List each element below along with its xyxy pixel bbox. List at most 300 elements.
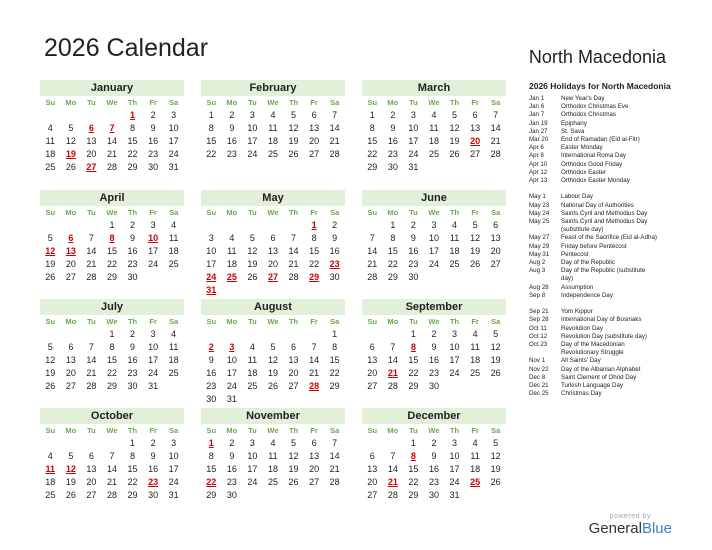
weekday-label: Tu [248,317,257,326]
day-cell: 22 [206,149,217,159]
weekday-label: Sa [491,426,501,435]
day-cell: 5 [472,220,478,230]
holiday-row [529,144,709,152]
day-cell: 17 [408,136,419,146]
month-march [362,80,506,174]
holiday-row [529,325,709,333]
holiday-day: 13 [65,246,76,256]
empty-cell [222,219,243,232]
holiday-date: Aug 3 [529,267,546,275]
day-cell: 18 [267,136,278,146]
empty-cell [102,109,123,122]
day-cell: 25 [247,381,258,391]
month-may [201,190,345,297]
day-cell: 9 [332,233,338,243]
holiday-row [529,275,709,283]
day-cell: 24 [449,368,460,378]
day-cell: 26 [65,162,76,172]
day-cell: 9 [431,451,437,461]
day-cell: 30 [206,394,217,404]
weekday-label: Tu [248,426,257,435]
day-cell: 10 [408,123,419,133]
month-october [40,408,184,502]
day-cell: 16 [428,355,439,365]
holiday-row [529,128,709,136]
day-cell: 29 [127,490,138,500]
holiday-date: Apr 8 [529,152,544,160]
empty-cell [61,437,82,450]
day-cell: 25 [45,162,56,172]
day-cell: 21 [86,368,97,378]
day-cell: 28 [387,381,398,391]
day-cell: 15 [127,464,138,474]
day-cell: 30 [148,490,159,500]
day-cell: 29 [106,272,117,282]
holiday-day: 25 [226,272,237,282]
day-cell: 19 [267,368,278,378]
day-cell: 12 [247,246,258,256]
day-cell: 4 [472,438,478,448]
day-cell: 26 [45,272,56,282]
holiday-day: 1 [130,110,136,120]
day-cell: 13 [367,355,378,365]
day-cell: 31 [408,162,419,172]
day-cell: 21 [106,477,117,487]
holiday-list-title: 2026 Holidays for North Macedonia [529,81,671,91]
weekday-label: Fr [149,208,157,217]
day-cell: 20 [309,136,320,146]
day-cell: 19 [288,464,299,474]
weekday-label: Su [45,426,56,435]
day-cell: 21 [309,368,320,378]
holiday-row [529,202,709,210]
day-cell: 4 [171,220,177,230]
holiday-day: 31 [206,285,217,295]
day-cell: 14 [387,464,398,474]
day-cell: 26 [490,477,501,487]
day-cell: 7 [332,110,338,120]
day-cell: 11 [470,451,480,461]
day-cell: 12 [470,233,481,243]
day-cell: 30 [127,381,138,391]
day-cell: 30 [329,272,340,282]
day-cell: 14 [288,246,299,256]
holiday-name: Turkish Language Day [561,382,624,390]
day-cell: 1 [109,329,115,339]
holiday-day: 27 [267,272,278,282]
day-cell: 1 [390,220,396,230]
weekday-label: Tu [248,98,257,107]
day-cell: 9 [150,451,156,461]
weekday-label: Th [127,98,138,107]
day-cell: 2 [410,220,416,230]
weekday-label: Su [206,208,217,217]
holiday-date: Nov 22 [529,365,549,373]
day-cell: 5 [47,342,53,352]
day-cell: 23 [226,149,237,159]
holiday-date: Aug 28 [529,283,549,291]
day-cell: 11 [429,123,439,133]
day-cell: 12 [288,123,299,133]
weekday-label: Tu [409,208,418,217]
day-cell: 16 [226,464,237,474]
holiday-name: Orthodox Christmas [561,111,617,119]
day-cell: 12 [267,355,278,365]
day-cell: 29 [367,162,378,172]
day-cell: 20 [267,259,278,269]
month-name: April [40,190,184,206]
month-name: February [201,80,345,96]
day-cell: 21 [329,464,340,474]
day-cell: 13 [490,233,501,243]
month-february [201,80,345,161]
weekday-label: Sa [330,426,340,435]
holiday-row [529,210,709,218]
holiday-date: Apr 13 [529,177,548,185]
day-cell: 2 [150,110,156,120]
weekday-label: Fr [310,98,318,107]
day-cell: 7 [291,233,297,243]
day-cell: 1 [332,329,338,339]
powered-by-text: powered by [609,513,651,520]
day-cell: 28 [490,149,501,159]
weekday-label: Mo [387,317,399,326]
day-cell: 28 [106,490,117,500]
month-august [201,299,345,406]
holiday-name: Day of the Albanian Alphabet [561,365,641,373]
holiday-row [529,218,709,226]
day-cell: 15 [206,136,217,146]
day-cell: 11 [268,451,278,461]
day-cell: 14 [309,355,320,365]
day-cell: 12 [490,342,501,352]
day-cell: 18 [428,136,439,146]
day-cell: 1 [130,438,136,448]
holiday-name: End of Ramadan (Eid al-Fitr) [561,136,640,144]
day-cell: 17 [148,246,159,256]
day-cell: 26 [45,381,56,391]
holiday-date: Sep 28 [529,316,549,324]
day-cell: 13 [288,355,299,365]
day-cell: 3 [150,220,156,230]
day-cell: 5 [291,110,297,120]
day-cell: 23 [127,259,138,269]
weekday-label: Su [206,317,217,326]
day-cell: 30 [408,272,419,282]
day-cell: 6 [270,233,276,243]
holiday-row [529,169,709,177]
day-cell: 23 [127,368,138,378]
day-cell: 6 [472,110,478,120]
day-cell: 22 [329,368,340,378]
day-cell: 19 [490,355,501,365]
day-cell: 15 [106,355,117,365]
holiday-date [529,275,561,283]
month-name: March [362,80,506,96]
day-cell: 4 [47,123,53,133]
holiday-row [529,357,709,365]
holiday-name: Day of the Republic [561,259,615,267]
day-cell: 2 [390,110,396,120]
day-cell: 23 [226,477,237,487]
holiday-date: Nov 1 [529,357,546,365]
day-cell: 26 [288,149,299,159]
holiday-name: Orthodox Easter Monday [561,177,630,185]
day-cell: 8 [130,451,136,461]
weekday-label: Tu [409,98,418,107]
holiday-date: May 27 [529,234,550,242]
empty-cell [40,328,61,341]
day-cell: 4 [452,220,458,230]
holiday-day: 10 [148,233,159,243]
holiday-date: Jan 19 [529,119,548,127]
month-name: October [40,408,184,424]
day-cell: 24 [408,149,419,159]
holiday-date: Jan 27 [529,127,548,135]
day-cell: 27 [65,272,76,282]
holiday-name: Saints Cyril and Methodius Day [561,209,648,217]
day-cell: 24 [148,368,159,378]
holiday-name: Day of the Republic (substitute [561,267,646,275]
weekday-label: Mo [387,426,399,435]
day-cell: 16 [329,246,340,256]
day-cell: 17 [148,355,159,365]
day-cell: 27 [309,477,320,487]
holiday-day: 8 [410,342,416,352]
weekday-label: Tu [87,208,96,217]
holiday-name: National Day of Authorities [561,201,634,209]
weekday-label: Mo [387,98,399,107]
day-cell: 3 [431,220,437,230]
holiday-name: Independence Day [561,291,613,299]
day-cell: 4 [431,110,437,120]
day-cell: 19 [45,259,56,269]
day-cell: 8 [208,123,214,133]
day-cell: 29 [206,490,217,500]
weekday-label: Th [288,98,299,107]
day-cell: 29 [408,490,419,500]
day-cell: 22 [387,259,398,269]
holiday-row [529,111,709,119]
day-cell: 10 [168,451,179,461]
holiday-date: Jan 6 [529,103,545,111]
holiday-date: Dec 25 [529,390,549,398]
holiday-day: 7 [109,123,115,133]
day-cell: 20 [65,259,76,269]
holiday-day: 24 [206,272,217,282]
day-cell: 12 [490,451,501,461]
weekday-label: Th [127,317,138,326]
month-name: December [362,408,506,424]
holiday-row [529,193,709,201]
day-cell: 8 [369,123,375,133]
day-cell: 25 [45,490,56,500]
month-january [40,80,184,174]
empty-cell [61,219,82,232]
holiday-row [529,251,709,259]
holiday-date: Aug 2 [529,259,546,267]
day-cell: 17 [449,464,460,474]
day-cell: 12 [288,451,299,461]
day-cell: 19 [470,246,481,256]
weekday-label: We [106,98,118,107]
weekday-label: Mo [226,208,238,217]
holiday-row [529,120,709,128]
day-cell: 30 [387,162,398,172]
holiday-date: Sep 8 [529,291,546,299]
holiday-day: 12 [65,464,76,474]
day-cell: 23 [206,381,217,391]
day-cell: 10 [247,451,258,461]
day-cell: 21 [329,136,340,146]
day-cell: 16 [148,464,159,474]
day-cell: 21 [367,259,378,269]
empty-cell [283,328,304,341]
day-cell: 28 [86,272,97,282]
holiday-row [529,316,709,324]
weekday-label: Sa [330,98,340,107]
day-cell: 7 [109,451,115,461]
day-cell: 2 [332,220,338,230]
weekday-label: Sa [330,208,340,217]
day-cell: 20 [367,477,378,487]
day-cell: 6 [369,342,375,352]
weekday-label: Tu [87,317,96,326]
holiday-day: 27 [86,162,97,172]
holiday-gap [529,185,709,193]
day-cell: 21 [490,136,501,146]
weekday-label: Su [206,98,217,107]
holiday-date: Dec 21 [529,382,549,390]
day-cell: 18 [470,355,481,365]
day-cell: 12 [449,123,460,133]
day-cell: 5 [68,451,74,461]
day-cell: 20 [86,477,97,487]
holiday-date: May 25 [529,218,550,226]
holiday-day: 2 [208,342,214,352]
holiday-date: Apr 10 [529,160,548,168]
holiday-row [529,152,709,160]
day-cell: 22 [408,368,419,378]
day-cell: 19 [45,368,56,378]
day-cell: 22 [127,149,138,159]
day-cell: 7 [390,342,396,352]
weekday-label: Sa [169,426,179,435]
weekday-label: Su [367,426,378,435]
day-cell: 5 [68,123,74,133]
holiday-name: St. Sava [561,127,585,135]
holiday-date [529,226,561,234]
day-cell: 14 [329,123,340,133]
empty-cell [304,328,325,341]
day-cell: 11 [470,342,480,352]
holiday-day: 6 [88,123,94,133]
day-cell: 13 [309,123,320,133]
day-cell: 22 [106,259,117,269]
day-cell: 13 [86,136,97,146]
day-cell: 28 [288,272,299,282]
day-cell: 19 [65,477,76,487]
day-cell: 14 [490,123,501,133]
day-cell: 19 [490,464,501,474]
day-cell: 23 [408,259,419,269]
day-cell: 15 [329,355,340,365]
holiday-name: Orthodox Christmas Eve [561,103,629,111]
day-cell: 28 [387,490,398,500]
weekday-label: Fr [310,317,318,326]
weekday-label: Fr [471,208,479,217]
day-cell: 24 [449,477,460,487]
day-cell: 12 [45,355,56,365]
day-cell: 1 [208,110,214,120]
day-cell: 18 [226,259,237,269]
weekday-label: Su [45,98,56,107]
day-cell: 29 [408,381,419,391]
month-november [201,408,345,502]
day-cell: 9 [229,123,235,133]
day-cell: 17 [226,368,237,378]
holiday-row [529,267,709,275]
day-cell: 7 [369,233,375,243]
day-cell: 20 [490,246,501,256]
holiday-row [529,161,709,169]
day-cell: 20 [65,368,76,378]
holiday-row [529,333,709,341]
day-cell: 11 [168,233,179,243]
holiday-name: Pentecost [561,250,589,258]
holiday-row [529,226,709,234]
weekday-label: Fr [471,98,479,107]
day-cell: 26 [267,381,278,391]
day-cell: 4 [229,233,235,243]
page-title: 2026 Calendar [44,34,209,62]
day-cell: 15 [309,246,320,256]
day-cell: 20 [86,149,97,159]
day-cell: 31 [449,490,460,500]
day-cell: 3 [171,438,177,448]
month-september [362,299,506,393]
holiday-row [529,103,709,111]
day-cell: 16 [148,136,159,146]
weekday-label: We [428,426,440,435]
holiday-day: 29 [309,272,320,282]
day-cell: 2 [431,438,437,448]
weekday-label: Su [367,98,378,107]
day-cell: 19 [449,136,460,146]
weekday-label: We [428,98,440,107]
day-cell: 16 [127,246,138,256]
weekday-label: Fr [310,426,318,435]
day-cell: 25 [470,368,481,378]
day-cell: 2 [229,110,235,120]
day-cell: 4 [270,110,276,120]
holiday-name: Saint Clement of Ohrid Day [561,373,637,381]
weekday-label: Th [449,317,460,326]
holiday-name: Friday before Pentecost [561,242,627,250]
day-cell: 8 [332,342,338,352]
day-cell: 25 [168,259,179,269]
holiday-day: 1 [208,438,214,448]
day-cell: 22 [106,368,117,378]
day-cell: 26 [490,368,501,378]
holiday-row [529,390,709,398]
holiday-row [529,308,709,316]
day-cell: 23 [148,149,159,159]
day-cell: 11 [168,342,179,352]
holiday-name: Christmas Day [561,390,602,398]
month-name: September [362,299,506,315]
country-name: North Macedonia [528,47,666,67]
